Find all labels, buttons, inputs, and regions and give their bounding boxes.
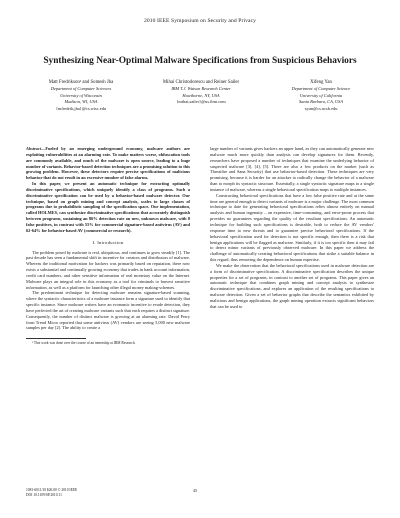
body-paragraph: The problem posed by malware is real, ubiquitous, and continues to grow steadily [1]. The past decade has seen a fundamental shift in incentive for creators and distributors of malware. Whereas the traditional motivation for hackers was primarily based on reputation, there now exists a substantial and continually growing economy that trades in bank account information, credit card numbers, and other sensitive information of real monetary value on the Internet. Malware plays an integral role in this economy as a tool for criminals to harvest sensitive information, as well as a platform for launching other illegal money making-schemes.: [26, 249, 190, 290]
section-heading-introduction: I. Introduction: [92, 239, 124, 245]
body-paragraph: The predominant technique for detecting malware remains signature-based scanning, where the syntactic characteristics of a malware instance form a signature used to identify that specific instance. Since malware writers have an economic incentive to evade detection, they have perfected the art of creating malware variants such that each requires a distinct signature. Consequently, the number of distinct malware is growing at an alarming rate. David Perry from Trend Micro reported that some antivirus (AV) vendors are seeing 5,000 new malware samples per day [2]. The ability to create a: [26, 290, 190, 331]
body-paragraph: Constructing behavioral specifications that have a low false positive rate and at the same time are general enough to detect variants of malware is a major challenge. The most common technique to date for generating behavioral specifications relies almost entirely on manual analysis and human ingenuity – an expensive, time-consuming, and error-prone process that provides no guarantees regarding the quality of the resultant specifications. An automatic technique for building such specifications is desirable, both to reduce the AV vendors' response time to new threats and to guarantee precise behavioral specifications. If the behavioral specification used for detection is not specific enough, then there is a risk that benign applications will be flagged as malware. Similarly, if it is too specific then it may fail to detect minor variants of previously observed malware. In this paper we address the challenge of automatically creating behavioral specifications that strike a suitable balance in this regard, thus removing the dependence on human expertise.: [210, 192, 374, 263]
footnote-divider: [26, 338, 86, 339]
author-org: University of California: [299, 92, 343, 98]
copyright-footer: 1081-6011/10 $26.00 © 2010 IEEE DOI 10.1109/SP.2010.11: [26, 488, 78, 497]
footnote: ¹ This work was done over the course of an internship at IBM Research.: [32, 341, 136, 346]
author-org: Hawthorne, NY, USA: [182, 92, 220, 98]
right-column: [210, 146, 374, 310]
author-block-1: [26, 80, 136, 112]
author-email: {mihai,sailer}@us.ibm.com: [176, 99, 226, 105]
page-number: 45: [193, 488, 198, 493]
abstract-label: Abstract: [26, 146, 41, 151]
abstract-paragraph: [26, 146, 190, 181]
author-block-3: [266, 80, 376, 112]
author-names: Xifeng Yan: [310, 80, 332, 85]
author-dept: Department of Computer Science: [291, 86, 351, 92]
author-list: [26, 80, 386, 140]
abstract-paragraph-2: In this paper, we present an automatic technique for extracting optimally discriminative specifications, which uniquely identify a class of programs. Such a discriminative specification can be used by a behavior-based malware detector. Our technique, based on graph mining and concept analysis, scales to large classes of programs due to probabilistic sampling of the specification space. Our implementation, called HOLMES, can synthesize discriminative specifications that accurately distinguish between programs, sustaining an 86% detection rate on new, unknown malware, with 0 false positives, in contrast with 55% for commercial signature-based antivirus (AV) and 62-64% for behavior-based AV (commercial or research).: [26, 181, 190, 233]
author-names: Mihai Christodorescu and Reiner Sailer: [162, 80, 240, 85]
paper-title: Synthesizing Near-Optimal Malware Specifications from Suspicious Behaviors: [43, 56, 357, 66]
abstract-text: —Fueled by an emerging underground economy, malware authors are exploiting vulnerabilities at an alarming rate. To make matters worse, obfuscation tools are commonly available, and much of the malware is open source, leading to a huge number of variants. Behavior-based detection techniques are a promising solution to this growing problem. However, these detectors require precise specifications of malicious behavior that do not result in an excessive number of false alarms.: [26, 146, 190, 181]
author-block-2: [146, 80, 256, 106]
author-org: University of Wisconsin: [60, 92, 102, 98]
author-place: Madison, WI, USA: [64, 99, 98, 105]
author-dept: Department of Computer Sciences: [50, 86, 112, 92]
left-column: [26, 146, 190, 346]
body-paragraph: large number of variants gives hackers an upper hand, as they can automatically generate new malware much more quickly than analysts can develop signatures for them. Recently, researchers have proposed a number of techniques that examine the underlying behavior of suspected malware [3], [4], [5]. There are also a few products on the market (such as Threatfire and Sana Security) that use behavior-based detection. These techniques are very promising, because it is harder for an attacker to radically change the behavior of a malware than to morph its syntactic structure. Essentially, a single syntactic signature maps to a single instance of malware, whereas a single behavioral specification maps to multiple instances.: [210, 146, 374, 192]
venue-header: 2010 IEEE Symposium on Security and Privacy: [143, 18, 257, 24]
author-email: {mfredrik,jha}@cs.wisc.edu: [55, 105, 107, 111]
author-email: xyan@cs.ucsb.edu: [304, 105, 338, 111]
author-dept: IBM T.J. Watson Research Center: [171, 86, 231, 92]
author-names: Matt Fredrikson¹ and Somesh Jha: [48, 80, 114, 85]
author-place: Santa Barbara, CA, USA: [298, 99, 344, 105]
body-paragraph: We make the observation that the behavioral specifications used in malware detection are a form of discriminative specification. A discriminative specification describes the unique properties for a set of programs, in contrast to another set of programs. This paper gives an automatic technique that combines graph mining and concept analysis to synthesize discriminative specifications, and explores an application of the resulting specifications to malware detection. Given a set of behavior graphs that describe the semantics exhibited by malicious and benign applications, the graph mining operation extracts significant behaviors that can be used to: [210, 262, 374, 309]
